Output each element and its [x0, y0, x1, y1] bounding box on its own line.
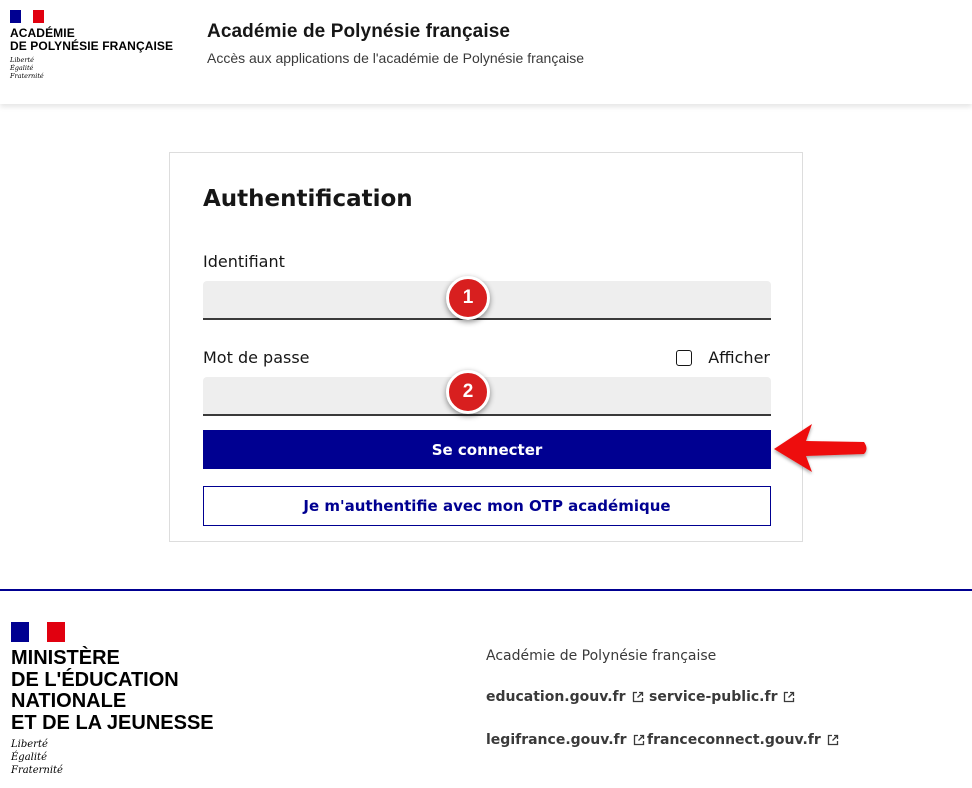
site-header — [0, 0, 972, 104]
french-flag-icon — [10, 10, 44, 23]
ministry-line-2: DE L'ÉDUCATION — [11, 668, 179, 691]
logo-line-1: ACADÉMIE — [10, 26, 75, 40]
ministry-line-4: ET DE LA JEUNESSE — [11, 711, 214, 734]
footer-link-education[interactable] — [486, 689, 644, 705]
password-label: Mot de passe — [203, 348, 310, 367]
annotation-marker-2: 2 — [446, 370, 490, 414]
academy-logo[interactable] — [10, 10, 173, 80]
footer-link-franceconnect[interactable] — [647, 732, 839, 748]
ministry-logo[interactable] — [11, 622, 214, 777]
login-card — [169, 152, 803, 542]
footer-link-label[interactable]: franceconnect.gouv.fr — [647, 732, 821, 748]
external-link-icon — [632, 691, 644, 703]
motto-fraternite: Fraternité — [10, 72, 44, 80]
logo-line-2: DE POLYNÉSIE FRANÇAISE — [10, 39, 174, 53]
otp-login-button[interactable]: Je m'authentifie avec mon OTP académique — [203, 486, 771, 526]
footer-link-legifrance[interactable] — [486, 732, 645, 748]
site-subtitle: Accès aux applications de l'académie de Polynésie française — [207, 50, 585, 66]
site-title[interactable]: Académie de Polynésie française — [207, 21, 511, 42]
annotation-arrow-icon — [772, 419, 872, 477]
motto-egalite: Égalité — [10, 64, 34, 72]
footer-academy-name: Académie de Polynésie française — [486, 648, 717, 664]
ministry-line-1: MINISTÈRE — [11, 647, 120, 669]
annotation-marker-1: 1 — [446, 276, 490, 320]
footer-link-label[interactable]: education.gouv.fr — [486, 689, 626, 705]
show-password-checkbox[interactable] — [676, 350, 692, 366]
footer-motto-fraternite: Fraternité — [11, 765, 63, 776]
ministry-line-3: NATIONALE — [11, 690, 127, 712]
external-link-icon — [783, 691, 795, 703]
footer-divider — [0, 589, 972, 591]
french-flag-icon — [11, 622, 65, 642]
footer-link-label[interactable]: service-public.fr — [649, 689, 778, 705]
footer-motto-liberte: Liberté — [11, 739, 48, 750]
footer-link-service-public[interactable] — [649, 689, 795, 705]
external-link-icon — [633, 734, 645, 746]
footer-motto-egalite: Égalité — [11, 752, 47, 763]
footer-link-label[interactable]: legifrance.gouv.fr — [486, 732, 627, 748]
external-link-icon — [827, 734, 839, 746]
login-title: Authentification — [203, 186, 413, 212]
username-label: Identifiant — [203, 252, 285, 271]
show-password-toggle[interactable] — [676, 348, 770, 367]
motto-liberte: Liberté — [10, 56, 34, 64]
show-password-label[interactable]: Afficher — [708, 348, 770, 367]
login-submit-button[interactable]: Se connecter — [203, 430, 771, 469]
